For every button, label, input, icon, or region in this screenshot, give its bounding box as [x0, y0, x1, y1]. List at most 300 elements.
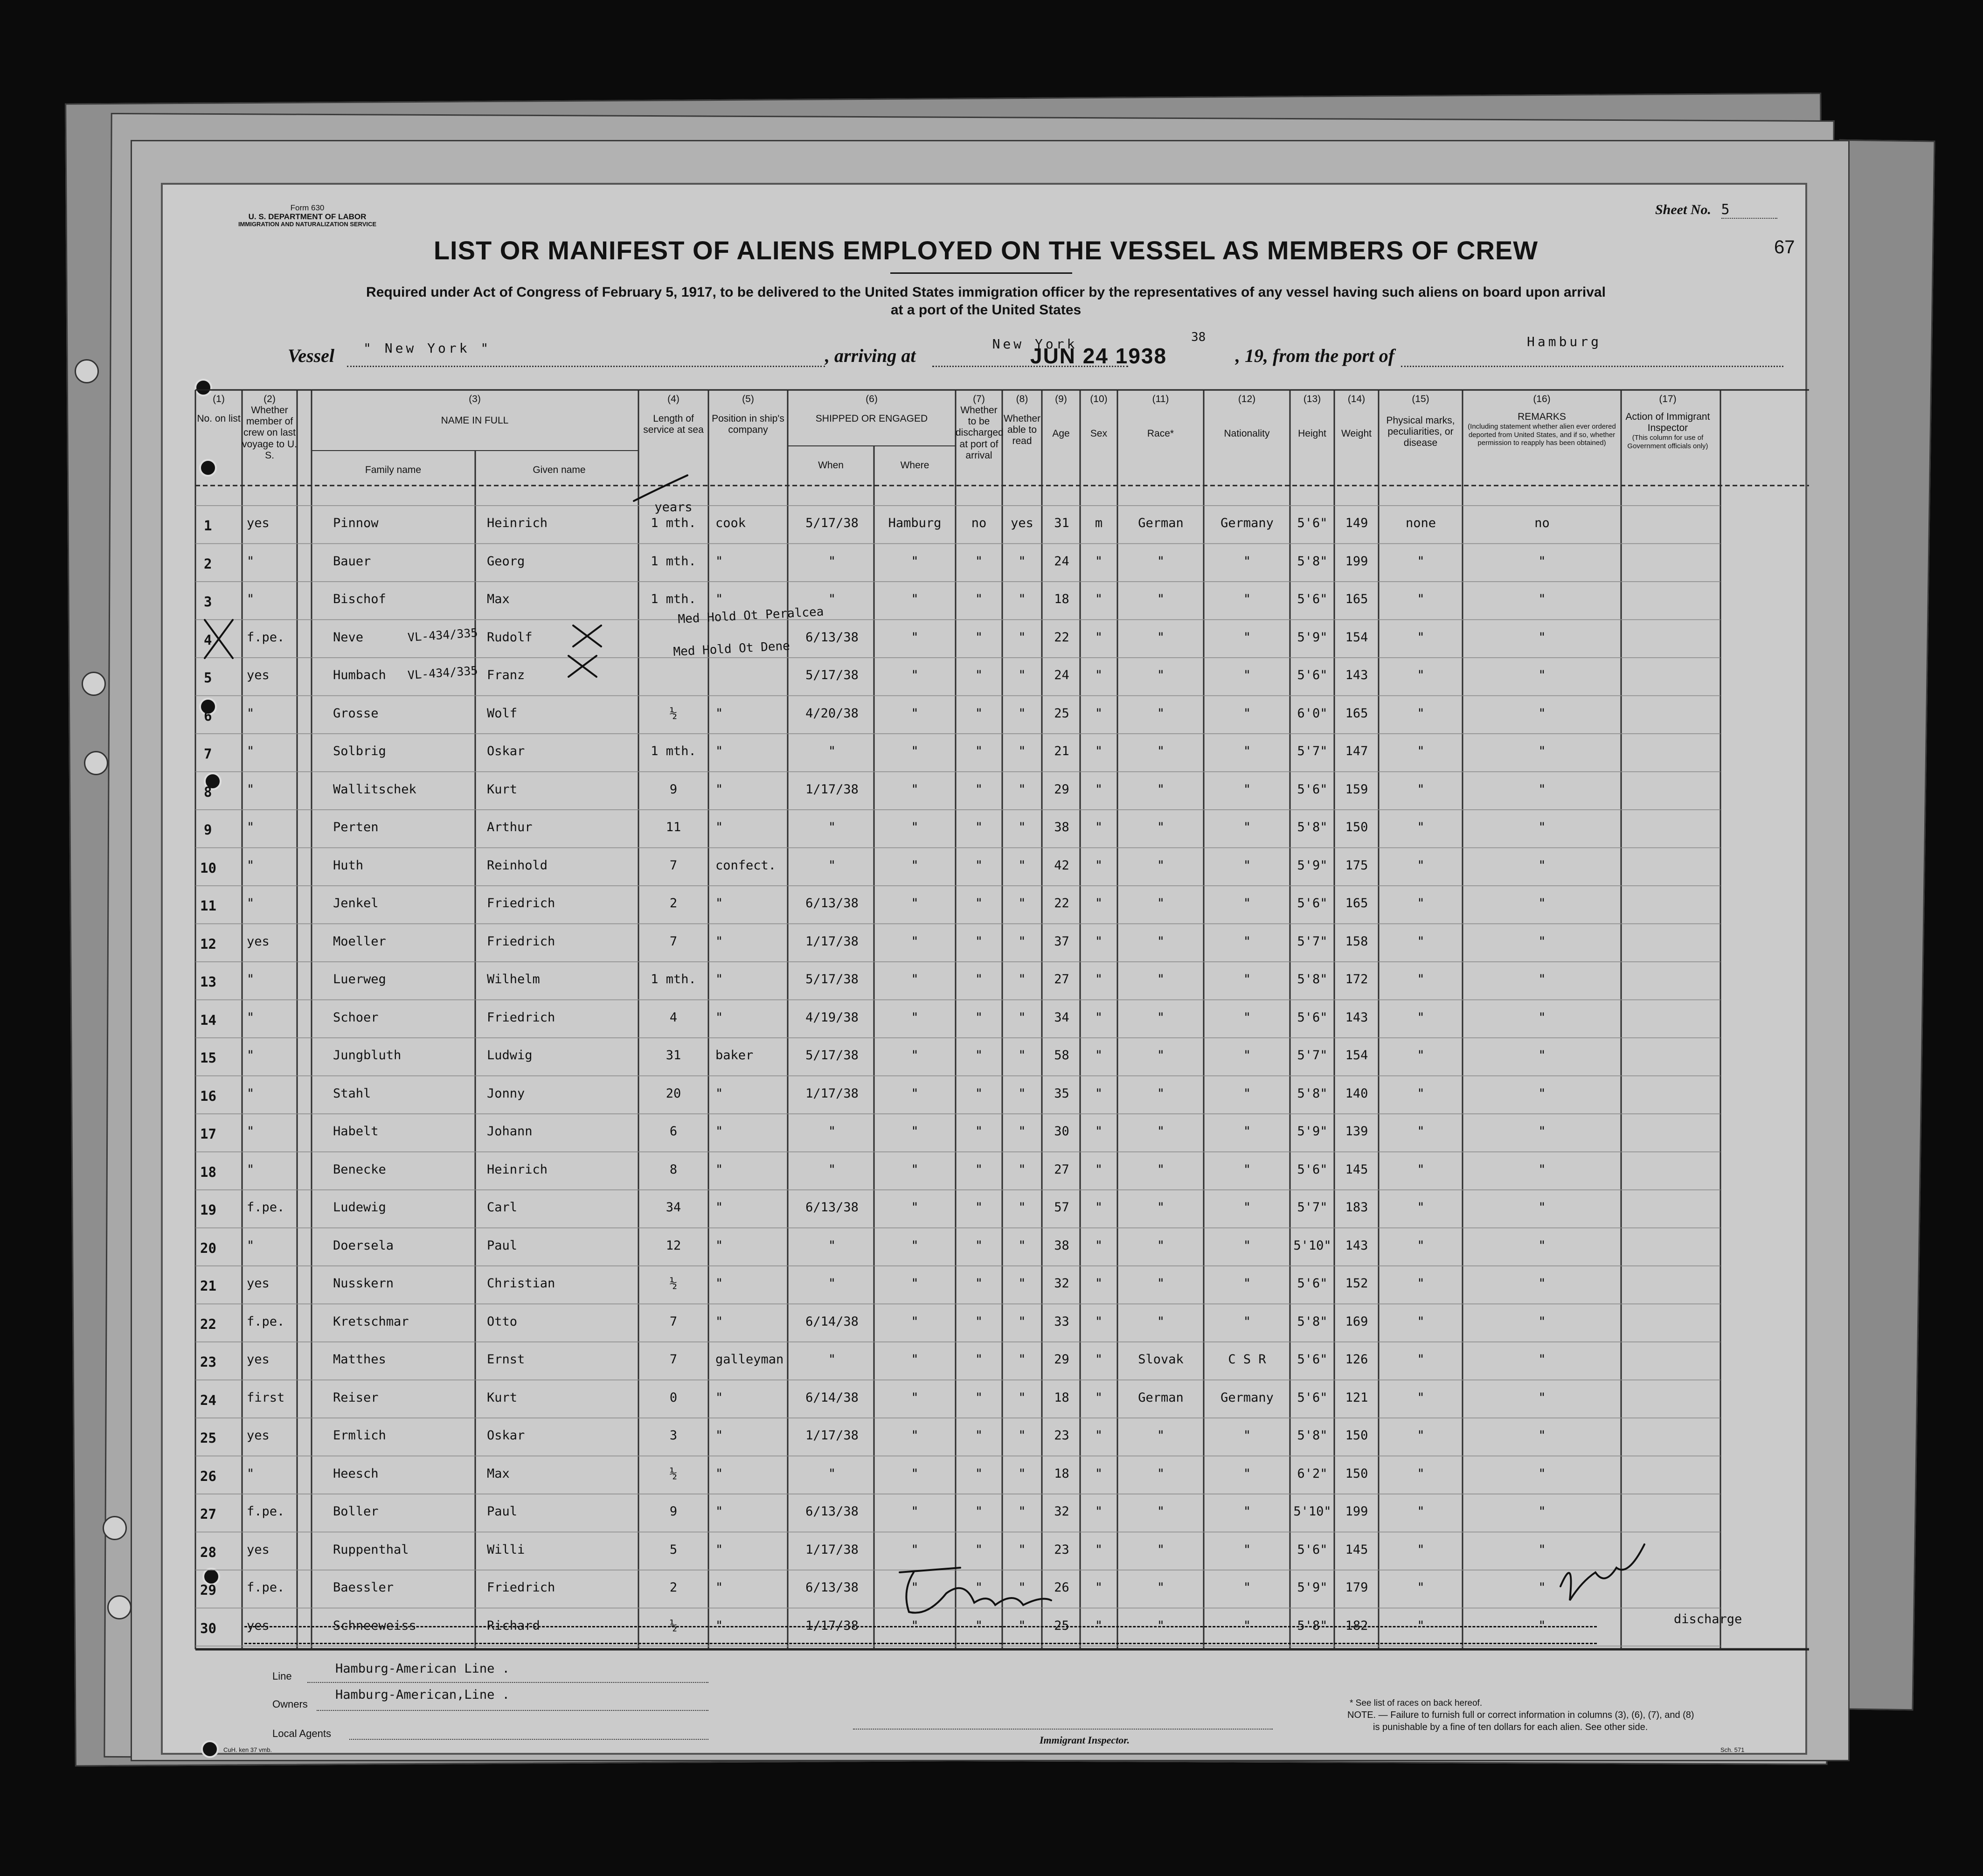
shipped-when-cell: " — [828, 1276, 836, 1291]
row-number: 29 — [200, 1582, 216, 1598]
sex-cell: " — [1095, 1580, 1103, 1595]
shipped-where-cell: " — [911, 934, 919, 949]
position-cell: " — [715, 1086, 723, 1101]
physical-marks-cell: " — [1417, 1200, 1425, 1215]
nationality-cell: " — [1243, 668, 1251, 682]
subtitle-line-1: Required under Act of Congress of February 5, 1917, to be delivered to the United States immigration officer by the representatives of any vessel having such aliens on board upon arrival — [366, 285, 1606, 300]
age-cell: 24 — [1054, 668, 1069, 682]
nationality-cell: " — [1243, 1162, 1251, 1177]
race-cell: " — [1157, 1162, 1165, 1177]
prev-voyage-cell: yes — [247, 1542, 270, 1557]
nationality-cell: " — [1243, 1010, 1251, 1025]
family-name-cell: Jungbluth — [333, 1048, 402, 1063]
prev-voyage-cell: yes — [247, 1428, 270, 1443]
position-cell: " — [715, 820, 723, 834]
nationality-cell: " — [1243, 1542, 1251, 1557]
prev-voyage-cell: yes — [247, 1618, 270, 1633]
remarks-cell: " — [1538, 1504, 1546, 1519]
weight-cell: 147 — [1345, 744, 1368, 758]
position-cell: " — [715, 1618, 723, 1633]
given-name-cell: Kurt — [487, 1390, 518, 1405]
arrival-date-stamp: JUN 24 1938 — [1030, 344, 1167, 368]
height-cell: 5'6" — [1297, 896, 1328, 910]
family-name-cell: Nusskern — [333, 1276, 394, 1291]
row-number: 16 — [200, 1088, 216, 1104]
shipped-when-cell: 1/17/38 — [805, 1428, 859, 1443]
nationality-cell: " — [1243, 744, 1251, 758]
discharge-cell: " — [975, 630, 983, 645]
shipped-where-cell: " — [911, 1428, 919, 1443]
col-3-header: NAME IN FULL — [441, 415, 509, 426]
family-name-cell: Huth — [333, 858, 364, 873]
race-cell: " — [1157, 706, 1165, 721]
row-number: 25 — [200, 1430, 216, 1446]
height-cell: 5'9" — [1297, 1580, 1328, 1595]
remarks-cell: " — [1538, 630, 1546, 645]
height-cell: 5'6" — [1297, 782, 1328, 797]
height-cell: 5'6" — [1297, 516, 1328, 530]
weight-cell: 152 — [1345, 1276, 1368, 1291]
discharge-cell: " — [975, 1428, 983, 1443]
nationality-cell: " — [1243, 554, 1251, 569]
strike-through-line — [244, 1626, 1597, 1627]
col-9-number: (9) — [1055, 394, 1067, 404]
read-cell: " — [1018, 706, 1026, 721]
read-cell: " — [1018, 1504, 1026, 1519]
schedule-number: Sch. 571 — [1720, 1746, 1745, 1753]
discharge-cell: " — [975, 1352, 983, 1367]
col-7-number: (7) — [973, 394, 985, 404]
prev-voyage-cell: " — [247, 1238, 255, 1253]
height-cell: 5'8" — [1297, 1086, 1328, 1101]
height-cell: 5'8" — [1297, 1428, 1328, 1443]
prev-voyage-cell: yes — [247, 516, 270, 530]
remarks-cell: " — [1538, 1238, 1546, 1253]
family-name-header: Family name — [365, 465, 422, 475]
nationality-cell: " — [1243, 1276, 1251, 1291]
remarks-cell: " — [1538, 1276, 1546, 1291]
position-cell: confect. — [715, 858, 777, 873]
remarks-cell: " — [1538, 744, 1546, 758]
page-number: 67 — [1774, 237, 1795, 257]
col-8-number: (8) — [1016, 394, 1028, 404]
row-number: 9 — [204, 822, 212, 838]
col-16-note: (Including statement whether alien ever ordered deported from United States, and if so, whether permission to reapply has been obtained) — [1468, 423, 1616, 447]
race-cell: " — [1157, 820, 1165, 834]
nationality-cell: " — [1243, 934, 1251, 949]
row-number: 19 — [200, 1202, 216, 1218]
nationality-cell: " — [1243, 1086, 1251, 1101]
row-number: 5 — [204, 670, 212, 686]
shipped-when-cell: " — [828, 1466, 836, 1481]
service-length-cell: ½ — [669, 1466, 678, 1481]
given-name-cell: Friedrich — [487, 1580, 555, 1595]
family-name-cell: Schneeweiss — [333, 1618, 416, 1633]
given-name-cell: Franz — [487, 668, 525, 682]
shipped-where-cell: " — [911, 782, 919, 797]
nationality-cell: " — [1243, 1200, 1251, 1215]
shipped-when-cell: 1/17/38 — [805, 1086, 859, 1101]
sex-cell: " — [1095, 858, 1103, 873]
read-cell: " — [1018, 1048, 1026, 1063]
service-length-cell: 1 mth. — [651, 516, 696, 530]
given-name-cell: Georg — [487, 554, 525, 569]
read-cell: " — [1018, 858, 1026, 873]
prev-voyage-cell: " — [247, 896, 255, 910]
read-cell: " — [1018, 1010, 1026, 1025]
shipped-where-cell: " — [911, 1162, 919, 1177]
weight-cell: 150 — [1345, 1428, 1368, 1443]
service-length-cell: 6 — [669, 1124, 678, 1139]
binder-hole — [84, 751, 108, 775]
shipped-where-cell: " — [911, 1010, 919, 1025]
col-3-number: (3) — [469, 394, 481, 404]
family-name-cell: Wallitschek — [333, 782, 416, 797]
shipped-where-cell: " — [911, 630, 919, 645]
given-name-cell: Friedrich — [487, 896, 555, 910]
discharge-cell: " — [975, 592, 983, 606]
service-length-cell: 0 — [669, 1390, 678, 1405]
discharge-cell: " — [975, 1162, 983, 1177]
physical-marks-cell: " — [1417, 934, 1425, 949]
race-cell: " — [1157, 858, 1165, 873]
shipped-where-cell: " — [911, 820, 919, 834]
race-cell: " — [1157, 1580, 1165, 1595]
age-cell: 30 — [1054, 1124, 1069, 1139]
where-header: Where — [900, 460, 929, 471]
col-12-number: (12) — [1238, 394, 1256, 404]
read-cell: " — [1018, 896, 1026, 910]
family-name-cell: Grosse — [333, 706, 379, 721]
height-cell: 5'6" — [1297, 1276, 1328, 1291]
sex-cell: " — [1095, 706, 1103, 721]
discharge-cell: " — [975, 668, 983, 682]
height-cell: 5'9" — [1297, 1124, 1328, 1139]
sex-cell: " — [1095, 1200, 1103, 1215]
given-name-cell: Christian — [487, 1276, 555, 1291]
held-note-5: Med Hold Ot Dene — [673, 639, 790, 659]
position-cell: " — [715, 1314, 723, 1329]
read-cell: " — [1018, 1352, 1026, 1367]
height-cell: 6'2" — [1297, 1466, 1328, 1481]
service-length-cell: 7 — [669, 1352, 678, 1367]
prev-voyage-cell: " — [247, 858, 255, 873]
family-name-cell: Boller — [333, 1504, 379, 1519]
position-cell: " — [715, 1276, 723, 1291]
sex-cell: " — [1095, 1504, 1103, 1519]
read-cell: " — [1018, 1124, 1026, 1139]
shipped-where-cell: " — [911, 1618, 919, 1633]
physical-marks-cell: " — [1417, 1580, 1425, 1595]
age-cell: 34 — [1054, 1010, 1069, 1025]
position-cell: " — [715, 1124, 723, 1139]
row-number: 26 — [200, 1468, 216, 1484]
remarks-cell: no — [1534, 516, 1550, 530]
nationality-cell: " — [1243, 858, 1251, 873]
family-name-cell: Matthes — [333, 1352, 386, 1367]
sex-cell: " — [1095, 1542, 1103, 1557]
row-number: 11 — [200, 898, 216, 914]
given-name-cell: Kurt — [487, 782, 518, 797]
from-port: Hamburg — [1527, 334, 1602, 349]
shipped-where-cell: " — [911, 1276, 919, 1291]
col-4-header: Length of service at sea — [643, 413, 704, 436]
race-cell: " — [1157, 1504, 1165, 1519]
service-length-cell: 12 — [666, 1238, 681, 1253]
family-name-cell: Ermlich — [333, 1428, 386, 1443]
discharge-cell: " — [975, 934, 983, 949]
given-name-cell: Richard — [487, 1618, 540, 1633]
age-cell: 18 — [1054, 1466, 1069, 1481]
physical-marks-cell: none — [1405, 516, 1436, 530]
remarks-cell: " — [1538, 934, 1546, 949]
print-mark: CuH. ken 37 vmb. — [223, 1746, 272, 1753]
given-name-cell: Max — [487, 592, 510, 606]
read-cell: " — [1018, 782, 1026, 797]
given-name-cell: Otto — [487, 1314, 518, 1329]
position-cell: " — [715, 1162, 723, 1177]
arriving-label: , arriving at — [825, 345, 916, 366]
read-cell: " — [1018, 744, 1026, 758]
age-cell: 27 — [1054, 1162, 1069, 1177]
read-cell: " — [1018, 1200, 1026, 1215]
fine-note-2: is punishable by a fine of ten dollars for each alien. See other side. — [1373, 1722, 1648, 1732]
shipped-when-cell: 4/19/38 — [805, 1010, 859, 1025]
nationality-cell: " — [1243, 1238, 1251, 1253]
weight-cell: 121 — [1345, 1390, 1368, 1405]
row-number: 20 — [200, 1240, 216, 1256]
service-length-cell: 31 — [666, 1048, 681, 1063]
discharge-cell: " — [975, 1238, 983, 1253]
position-cell: " — [715, 1428, 723, 1443]
read-cell: yes — [1011, 516, 1033, 530]
sex-cell: " — [1095, 896, 1103, 910]
race-cell: " — [1157, 1048, 1165, 1063]
position-cell: " — [715, 592, 723, 606]
remarks-cell: " — [1538, 1086, 1546, 1101]
physical-marks-cell: " — [1417, 1428, 1425, 1443]
nationality-cell: Germany — [1220, 1390, 1274, 1405]
sex-cell: " — [1095, 934, 1103, 949]
handwritten-annotation: VL-434/335 — [407, 663, 478, 682]
row-number: 21 — [200, 1278, 216, 1294]
family-name-cell: Stahl — [333, 1086, 371, 1101]
shipped-when-cell: 6/13/38 — [805, 1580, 859, 1595]
physical-marks-cell: " — [1417, 1390, 1425, 1405]
when-header: When — [818, 460, 844, 471]
col-11-header: Race* — [1147, 428, 1174, 439]
race-cell: " — [1157, 1010, 1165, 1025]
family-name-cell: Luerweg — [333, 972, 386, 987]
discharge-cell: " — [975, 744, 983, 758]
service-length-cell: 8 — [669, 1162, 678, 1177]
given-name-header: Given name — [533, 465, 586, 475]
sex-cell: m — [1095, 516, 1103, 530]
remarks-cell: " — [1538, 1124, 1546, 1139]
form-number: Form 630 — [290, 203, 325, 212]
department-name: U. S. DEPARTMENT OF LABOR — [248, 212, 367, 222]
discharge-cell: " — [975, 1086, 983, 1101]
sheet-number: 5 — [1721, 201, 1777, 219]
discharge-cell: " — [975, 1010, 983, 1025]
subtitle-line-2: at a port of the United States — [890, 302, 1082, 318]
shipped-where-cell: " — [911, 668, 919, 682]
shipped-when-cell: 5/17/38 — [805, 516, 859, 530]
prev-voyage-cell: first — [247, 1390, 285, 1405]
service-length-cell: 2 — [669, 1580, 678, 1595]
service-length-cell: 1 mth. — [651, 554, 696, 569]
row-number: 8 — [204, 784, 212, 800]
col-10-header: Sex — [1090, 428, 1108, 439]
remarks-cell: " — [1538, 820, 1546, 834]
shipped-when-cell: " — [828, 858, 836, 873]
position-cell: " — [715, 554, 723, 569]
age-cell: 18 — [1054, 1390, 1069, 1405]
shipped-when-cell: 1/17/38 — [805, 934, 859, 949]
race-cell: " — [1157, 668, 1165, 682]
prev-voyage-cell: " — [247, 706, 255, 721]
fine-note-1: NOTE. — Failure to furnish full or correct information in columns (3), (6), (7), and (8) — [1347, 1710, 1694, 1720]
shipped-when-cell: " — [828, 1352, 836, 1367]
service-length-cell: 4 — [669, 1010, 678, 1025]
physical-marks-cell: " — [1417, 1048, 1425, 1063]
sex-cell: " — [1095, 1162, 1103, 1177]
height-cell: 5'8" — [1297, 972, 1328, 987]
height-cell: 5'7" — [1297, 1200, 1328, 1215]
weight-cell: 165 — [1345, 896, 1368, 910]
height-cell: 5'7" — [1297, 1048, 1328, 1063]
position-cell: " — [715, 896, 723, 910]
col-16-header: REMARKS — [1518, 411, 1566, 423]
shipped-when-cell: 5/17/38 — [805, 1048, 859, 1063]
sex-cell: " — [1095, 972, 1103, 987]
shipped-when-cell: 5/17/38 — [805, 668, 859, 682]
age-cell: 32 — [1054, 1504, 1069, 1519]
col-17-note: (This column for use of Government officials only) — [1627, 434, 1708, 450]
discharge-cell: " — [975, 1276, 983, 1291]
height-cell: 5'6" — [1297, 1352, 1328, 1367]
nationality-cell: Germany — [1220, 516, 1274, 530]
shipped-when-cell: 6/13/38 — [805, 1200, 859, 1215]
race-note: * See list of races on back hereof. — [1350, 1698, 1483, 1708]
race-cell: " — [1157, 1200, 1165, 1215]
sex-cell: " — [1095, 1048, 1103, 1063]
position-cell: " — [715, 1390, 723, 1405]
col-1-header: No. on list — [197, 413, 241, 424]
owners-label: Owners — [272, 1698, 308, 1710]
physical-marks-cell: " — [1417, 1276, 1425, 1291]
weight-cell: 145 — [1345, 1162, 1368, 1177]
remarks-cell: " — [1538, 972, 1546, 987]
line-value: Hamburg-American Line . — [335, 1661, 510, 1676]
age-cell: 24 — [1054, 554, 1069, 569]
family-name-cell: Jenkel — [333, 896, 379, 910]
discharge-cell: " — [975, 1200, 983, 1215]
shipped-when-cell: 1/17/38 — [805, 1542, 859, 1557]
nationality-cell: " — [1243, 1314, 1251, 1329]
shipped-where-cell: " — [911, 1048, 919, 1063]
sex-cell: " — [1095, 820, 1103, 834]
given-name-cell: Johann — [487, 1124, 533, 1139]
inspector-label: Immigrant Inspector. — [1040, 1734, 1130, 1746]
nationality-cell: " — [1243, 1466, 1251, 1481]
physical-marks-cell: " — [1417, 1124, 1425, 1139]
weight-cell: 165 — [1345, 706, 1368, 721]
prev-voyage-cell: f.pe. — [247, 1314, 285, 1329]
prev-voyage-cell: " — [247, 972, 255, 987]
weight-cell: 172 — [1345, 972, 1368, 987]
weight-cell: 150 — [1345, 820, 1368, 834]
race-cell: " — [1157, 630, 1165, 645]
age-cell: 25 — [1054, 1618, 1069, 1633]
read-cell: " — [1018, 1390, 1026, 1405]
height-cell: 5'9" — [1297, 630, 1328, 645]
sex-cell: " — [1095, 744, 1103, 758]
given-name-cell: Oskar — [487, 744, 525, 758]
sex-cell: " — [1095, 1238, 1103, 1253]
shipped-when-cell: 6/13/38 — [805, 630, 859, 645]
shipped-when-cell: 6/13/38 — [805, 1504, 859, 1519]
physical-marks-cell: " — [1417, 1618, 1425, 1633]
physical-marks-cell: " — [1417, 554, 1425, 569]
height-cell: 5'6" — [1297, 1542, 1328, 1557]
family-name-cell: Doersela — [333, 1238, 394, 1253]
remarks-cell: " — [1538, 782, 1546, 797]
position-cell: " — [715, 1542, 723, 1557]
race-cell: " — [1157, 1542, 1165, 1557]
physical-marks-cell: " — [1417, 630, 1425, 645]
prev-voyage-cell: " — [247, 782, 255, 797]
service-length-cell: 7 — [669, 934, 678, 949]
height-cell: 5'7" — [1297, 744, 1328, 758]
col-6-header: SHIPPED OR ENGAGED — [815, 413, 928, 424]
height-cell: 5'8" — [1297, 1314, 1328, 1329]
family-name-cell: Bischof — [333, 592, 386, 606]
row-number: 2 — [204, 556, 212, 572]
read-cell: " — [1018, 630, 1026, 645]
age-cell: 42 — [1054, 858, 1069, 873]
race-cell: " — [1157, 1276, 1165, 1291]
age-cell: 35 — [1054, 1086, 1069, 1101]
nationality-cell: " — [1243, 896, 1251, 910]
service-length-cell: 3 — [669, 1428, 678, 1443]
race-cell: " — [1157, 782, 1165, 797]
shipped-where-cell: " — [911, 1542, 919, 1557]
sex-cell: " — [1095, 668, 1103, 682]
shipped-where-cell: Hamburg — [888, 516, 942, 530]
weight-cell: 145 — [1345, 1542, 1368, 1557]
given-name-cell: Arthur — [487, 820, 533, 834]
remarks-cell: " — [1538, 1314, 1546, 1329]
shipped-when-cell: " — [828, 592, 836, 606]
weight-cell: 126 — [1345, 1352, 1368, 1367]
col-13-number: (13) — [1303, 394, 1321, 404]
discharge-cell: " — [975, 1390, 983, 1405]
given-name-cell: Reinhold — [487, 858, 548, 873]
height-cell: 5'8" — [1297, 820, 1328, 834]
prev-voyage-cell: " — [247, 592, 255, 606]
family-name-cell: Neve — [333, 630, 364, 645]
shipped-when-cell: 1/17/38 — [805, 782, 859, 797]
race-cell: " — [1157, 934, 1165, 949]
col-2-header: Whether member of crew on last voyage to U. S. — [242, 405, 297, 461]
row-number: 18 — [200, 1164, 216, 1180]
race-cell: " — [1157, 554, 1165, 569]
nationality-cell: " — [1243, 1580, 1251, 1595]
prev-voyage-cell: " — [247, 744, 255, 758]
held-note-4: Med Hold Ot Peralcea — [677, 604, 825, 626]
manifest-sheet — [161, 183, 1807, 1755]
